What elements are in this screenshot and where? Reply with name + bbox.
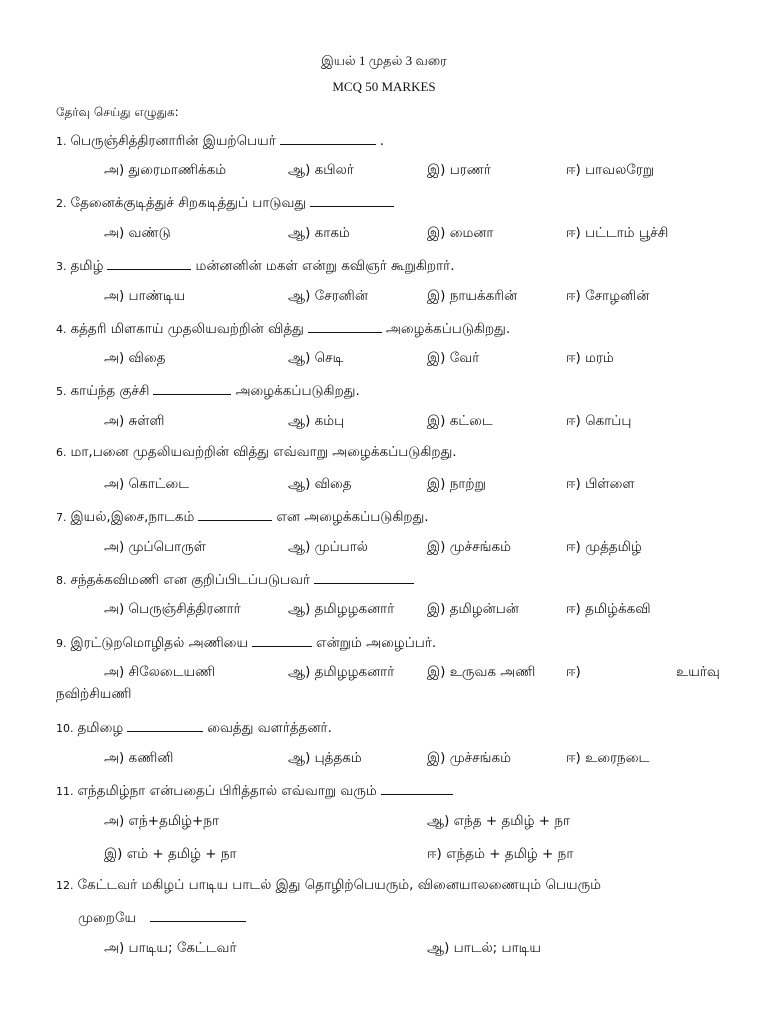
question-5 <box>56 380 360 401</box>
option-d: ஈ) உரைநடை <box>566 750 650 766</box>
question-11 <box>56 780 457 801</box>
question-text-end: அழைக்கப்படுகிறது. <box>385 321 511 337</box>
question-text: சந்தக்கவிமணி என குறிப்பிடப்படுபவர் <box>70 572 311 588</box>
answer-blank <box>127 717 203 732</box>
answer-blank <box>107 255 191 270</box>
question-text: தமிழ் <box>70 258 104 274</box>
question-text-end: மன்னனின் மகள் என்று கவிஞர் கூறுகிறார். <box>195 258 455 274</box>
question-1 <box>56 130 384 151</box>
question-12 <box>56 876 601 895</box>
option-d-text: உயர்வு <box>676 664 720 680</box>
option-c: இ) எம் + தமிழ் + நா <box>104 846 237 862</box>
option-d-text-wrapped: நவிற்சியணி <box>56 686 132 702</box>
question-text: இரட்டுறமொழிதல் அணியை <box>70 635 249 651</box>
question-text: மா,பனை முதலியவற்றின் வித்து எவ்வாறு அழைக்கப்படுகிறது. <box>70 444 457 460</box>
option-b: ஆ) முப்பால் <box>288 539 368 555</box>
question-text-end: என்றும் அழைப்பர். <box>316 635 437 651</box>
option-b: ஆ) தமிழழகனார் <box>288 664 395 680</box>
option-b: ஆ) புத்தகம் <box>288 750 362 766</box>
question-number: 8. <box>56 574 67 587</box>
question-text-end: . <box>379 133 385 149</box>
question-number: 7. <box>56 511 67 524</box>
question-text: கேட்டவர் மகிழப் பாடிய பாடல் இது தொழிற்பெயரும், வினையாலணையும் பெயரும் <box>77 877 601 893</box>
question-number: 9. <box>56 637 67 650</box>
question-text: எந்தமிழ்நா என்பதைப் பிரித்தால் எவ்வாறு வரும் <box>77 783 377 799</box>
question-text: தமிழை <box>77 720 124 736</box>
option-c: இ) மைனா <box>427 225 494 241</box>
question-text: பெருஞ்சித்திரனாரின் இயற்பெயர் <box>70 133 276 149</box>
question-6 <box>56 443 457 462</box>
page-title: இயல் 1 முதல் 3 வரை <box>321 53 447 68</box>
question-8 <box>56 569 418 590</box>
option-b: ஆ) கபிலர் <box>288 162 354 178</box>
question-text-cont: முறையே <box>78 910 137 926</box>
option-b: ஆ) சேரனின் <box>288 288 368 304</box>
question-9 <box>56 632 436 653</box>
option-c: இ) நாற்று <box>427 476 486 492</box>
question-4 <box>56 318 510 339</box>
question-number: 6. <box>56 446 67 459</box>
option-a: அ) கொட்டை <box>104 476 190 492</box>
option-c: இ) கட்டை <box>427 413 493 429</box>
option-a: அ) வண்டு <box>104 225 171 241</box>
answer-blank <box>150 907 246 922</box>
option-d: ஈ) சோழனின் <box>566 288 650 304</box>
question-number: 1. <box>56 135 67 148</box>
option-c: இ) வேர் <box>427 350 480 366</box>
question-number: 4. <box>56 323 67 336</box>
question-2 <box>56 192 398 213</box>
question-number: 5. <box>56 385 67 398</box>
option-a: அ) பாண்டிய <box>104 288 186 304</box>
question-text: இயல்,இசை,நாடகம் <box>70 509 195 525</box>
option-b: ஆ) எந்த + தமிழ் + நா <box>427 813 571 829</box>
page-subtitle: MCQ 50 MARKES <box>332 79 436 94</box>
option-d: ஈ) பிள்ளை <box>566 476 635 492</box>
option-d: ஈ) மரம் <box>566 350 614 366</box>
option-a: அ) துரைமாணிக்கம் <box>104 162 227 178</box>
answer-blank <box>198 506 272 521</box>
option-a: அ) சுள்ளி <box>104 413 165 429</box>
question-number: 12. <box>56 879 74 892</box>
question-number: 2. <box>56 197 67 210</box>
question-number: 11. <box>56 785 74 798</box>
option-b: ஆ) செடி <box>288 350 344 366</box>
option-a: அ) எந்+தமிழ்+நா <box>104 813 220 829</box>
option-a: அ) விதை <box>104 350 166 366</box>
option-c: இ) முச்சங்கம் <box>427 539 511 555</box>
option-d: ஈ) <box>566 664 581 680</box>
option-d: ஈ) பாவலரேறு <box>566 162 655 178</box>
question-text: தேனைக்குடித்துச் சிறகடித்துப் பாடுவது <box>70 195 307 211</box>
option-b: ஆ) விதை <box>288 476 352 492</box>
question-10 <box>56 717 332 738</box>
question-number: 10. <box>56 722 74 735</box>
option-d: ஈ) கொப்பு <box>566 413 632 429</box>
question-text-end: என அழைக்கப்படுகிறது. <box>276 509 429 525</box>
option-b: ஆ) தமிழழகனார் <box>288 601 395 617</box>
option-d: ஈ) முத்தமிழ் <box>566 539 642 555</box>
question-text-end: வைத்து வளர்த்தனர். <box>207 720 332 736</box>
option-c: இ) பரணர் <box>427 162 491 178</box>
answer-blank <box>314 569 414 584</box>
answer-blank <box>308 318 382 333</box>
option-a: அ) சிலேடையணி <box>104 664 216 680</box>
option-a: அ) பெருஞ்சித்திரனார் <box>104 601 241 617</box>
question-3 <box>56 255 455 276</box>
question-text: காய்ந்த குச்சி <box>70 383 150 399</box>
option-b: ஆ) கம்பு <box>288 413 345 429</box>
option-a: அ) முப்பொருள் <box>104 539 206 555</box>
option-c: இ) முச்சங்கம் <box>427 750 511 766</box>
instruction: தேர்வு செய்து எழுதுக: <box>56 105 179 119</box>
option-d: ஈ) தமிழ்க்கவி <box>566 601 651 617</box>
option-d: ஈ) பட்டாம் பூச்சி <box>566 225 669 241</box>
question-text-end: அழைக்கப்படுகிறது. <box>235 383 360 399</box>
answer-blank <box>153 380 231 395</box>
option-c: இ) நாயக்கரின் <box>427 288 518 304</box>
option-c: இ) தமிழன்பன் <box>427 601 519 617</box>
answer-blank <box>280 130 376 145</box>
option-b: ஆ) காகம் <box>288 225 350 241</box>
question-7 <box>56 506 429 527</box>
answer-blank <box>252 632 312 647</box>
option-b: ஆ) பாடல்; பாடிய <box>427 940 541 956</box>
answer-blank <box>381 780 453 795</box>
option-c: இ) உருவக அணி <box>427 664 536 680</box>
question-text: கத்தரி மிளகாய் முதலியவற்றின் வித்து <box>70 321 304 337</box>
answer-blank <box>310 192 394 207</box>
option-a: அ) கணினி <box>104 750 174 766</box>
option-a: அ) பாடிய; கேட்டவர் <box>104 940 237 956</box>
question-12-continued <box>78 907 250 927</box>
question-number: 3. <box>56 260 67 273</box>
option-d: ஈ) எந்தம் + தமிழ் + நா <box>427 846 574 862</box>
